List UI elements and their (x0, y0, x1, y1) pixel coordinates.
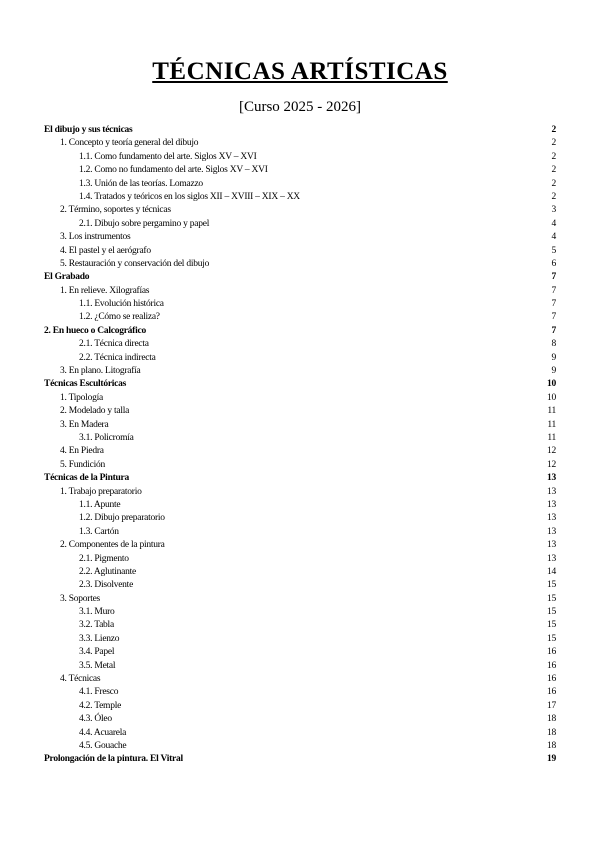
toc-entry[interactable] (44, 753, 556, 766)
toc-entry[interactable] (44, 499, 556, 512)
toc-entry[interactable] (44, 245, 556, 258)
toc-entry-title: 4. En Piedra (60, 446, 104, 457)
toc-entry[interactable] (44, 673, 556, 686)
toc-entry-title: 1. En relieve. Xilografías (60, 285, 150, 296)
toc-entry[interactable] (44, 231, 556, 244)
toc-entry-page: 9 (551, 366, 556, 377)
toc-entry-page: 8 (551, 339, 556, 350)
toc-entry[interactable] (44, 285, 556, 298)
toc-entry[interactable] (44, 311, 556, 324)
toc-entry[interactable] (44, 392, 556, 405)
toc-entry[interactable] (44, 137, 556, 150)
toc-entry-page: 2 (551, 178, 556, 189)
toc-entry-page: 12 (547, 459, 556, 470)
toc-entry[interactable] (44, 553, 556, 566)
toc-entry-title: 4.1. Fresco (79, 687, 119, 698)
toc-entry[interactable] (44, 365, 556, 378)
toc-entry-title: 2.2. Aglutinante (79, 566, 136, 577)
toc-entry[interactable] (44, 633, 556, 646)
toc-entry[interactable] (44, 686, 556, 699)
toc-entry-title: 1.1. Como fundamento del arte. Siglos XV – XVI (79, 151, 257, 162)
toc-entry-title: 3.1. Muro (79, 607, 115, 618)
toc-entry-title: 5. Restauración y conservación del dibujo (60, 258, 210, 269)
toc-entry[interactable] (44, 405, 556, 418)
document-subtitle: [Curso 2025 - 2026] (238, 99, 362, 115)
toc-entry-page: 13 (547, 540, 556, 551)
toc-entry[interactable] (44, 713, 556, 726)
toc-entry-page: 12 (547, 446, 556, 457)
toc-entry[interactable] (44, 472, 556, 485)
toc-entry-title: El dibujo y sus técnicas (44, 125, 133, 135)
toc-entry-title: 1.2. Dibujo preparatorio (79, 513, 165, 524)
toc-entry-page: 15 (547, 607, 556, 618)
toc-entry[interactable] (44, 325, 556, 338)
toc-entry[interactable] (44, 566, 556, 579)
toc-entry[interactable] (44, 352, 556, 365)
toc-entry-title: Prolongación de la pintura. El Vitral (44, 754, 183, 765)
toc-entry-page: 15 (547, 633, 556, 644)
toc-entry-title: 4.2. Temple (79, 700, 122, 711)
toc-entry-title: Técnicas de la Pintura (44, 473, 130, 484)
toc-entry-page: 14 (547, 566, 556, 577)
toc-entry-title: 3.3. Lienzo (79, 633, 120, 644)
toc-entry-page: 17 (547, 700, 556, 711)
toc-entry-page: 13 (547, 526, 556, 537)
toc-entry-page: 11 (547, 432, 556, 443)
toc-entry[interactable] (44, 459, 556, 472)
toc-entry-title: 1.4. Tratados y teóricos en los siglos XII – XVIII – XIX – XX (79, 191, 300, 202)
toc-entry-page: 18 (547, 727, 556, 738)
toc-entry-page: 7 (551, 325, 556, 336)
toc-entry-page: 13 (547, 513, 556, 524)
toc-entry[interactable] (44, 660, 556, 673)
toc-entry-title: El Grabado (44, 272, 90, 283)
toc-entry-page: 16 (547, 674, 556, 685)
toc-entry[interactable] (44, 700, 556, 713)
toc-entry-title: 3.4. Papel (79, 647, 115, 658)
toc-entry-page: 13 (547, 486, 556, 497)
toc-entry-page: 7 (551, 272, 556, 283)
toc-entry[interactable] (44, 338, 556, 351)
toc-entry-title: 2.3. Disolvente (79, 580, 134, 591)
toc-entry-title: 1. Concepto y teoría general del dibujo (60, 138, 199, 149)
toc-entry[interactable] (44, 579, 556, 592)
toc-entry-page: 16 (547, 647, 556, 658)
toc-entry-title: 3.2. Tabla (79, 620, 114, 631)
toc-entry-page: 10 (547, 379, 556, 390)
toc-entry[interactable] (44, 124, 556, 137)
toc-entry[interactable] (44, 646, 556, 659)
toc-entry-page: 15 (547, 620, 556, 631)
table-of-contents (44, 124, 556, 767)
toc-entry-page: 5 (551, 245, 556, 256)
toc-entry-page: 18 (547, 714, 556, 725)
toc-entry-title: 1. Tipología (60, 392, 103, 403)
toc-entry[interactable] (44, 593, 556, 606)
toc-entry[interactable] (44, 191, 556, 204)
toc-entry-page: 11 (547, 419, 556, 430)
toc-entry-title: 2.1. Pigmento (79, 553, 129, 564)
toc-entry-page: 3 (551, 205, 556, 216)
toc-entry[interactable] (44, 445, 556, 458)
toc-entry[interactable] (44, 204, 556, 217)
toc-entry[interactable] (44, 606, 556, 619)
toc-entry-title: 4.5. Gouache (79, 740, 127, 751)
toc-entry-page: 4 (551, 232, 556, 243)
toc-entry-title: 1.1. Apunte (79, 499, 121, 510)
toc-entry-title: 2.2. Técnica indirecta (79, 352, 156, 363)
toc-entry[interactable] (44, 539, 556, 552)
toc-entry[interactable] (44, 727, 556, 740)
toc-entry-title: 2.1. Técnica directa (79, 339, 149, 350)
toc-entry[interactable] (44, 619, 556, 632)
toc-entry-title: 2. Componentes de la pintura (60, 540, 165, 551)
toc-entry-title: 2. En hueco o Calcográfico (44, 325, 146, 336)
toc-entry-title: 3. Los instrumentos (60, 232, 131, 243)
toc-entry-page: 2 (551, 138, 556, 149)
toc-entry[interactable] (44, 271, 556, 284)
toc-entry-page: 2 (551, 191, 556, 202)
toc-entry[interactable] (44, 178, 556, 191)
toc-entry-page: 4 (551, 218, 556, 229)
toc-entry[interactable] (44, 432, 556, 445)
toc-entry-title: 2.1. Dibujo sobre pergamino y papel (79, 218, 210, 229)
toc-entry-page: 10 (547, 392, 556, 403)
toc-entry[interactable] (44, 419, 556, 432)
toc-entry-page: 7 (551, 299, 556, 310)
toc-entry-title: 3.1. Policromía (79, 432, 134, 443)
toc-entry-title: 4.3. Óleo (79, 714, 112, 725)
toc-entry[interactable] (44, 151, 556, 164)
toc-entry[interactable] (44, 526, 556, 539)
toc-entry-title: 4. El pastel y el aerógrafo (60, 245, 151, 256)
toc-entry-page: 13 (547, 553, 556, 564)
toc-entry[interactable] (44, 164, 556, 177)
toc-entry-page: 7 (551, 312, 556, 323)
toc-entry-page: 19 (547, 754, 556, 765)
toc-entry-page: 2 (551, 125, 556, 135)
toc-entry-title: Técnicas Escultóricas (44, 379, 127, 390)
toc-entry-title: 1.3. Cartón (79, 526, 119, 537)
toc-entry[interactable] (44, 258, 556, 271)
toc-entry-title: 3. En Madera (60, 419, 109, 430)
toc-entry-title: 1.2. Como no fundamento del arte. Siglos XV – XVI (79, 165, 268, 176)
toc-entry-page: 2 (551, 165, 556, 176)
toc-entry[interactable] (44, 512, 556, 525)
toc-entry[interactable] (44, 740, 556, 753)
toc-entry-page: 15 (547, 593, 556, 604)
toc-entry-title: 4.4. Acuarela (79, 727, 127, 738)
toc-entry[interactable] (44, 298, 556, 311)
document-title: TÉCNICAS ARTÍSTICAS (152, 58, 448, 85)
toc-entry-page: 16 (547, 687, 556, 698)
toc-entry-title: 1. Trabajo preparatorio (60, 486, 142, 497)
toc-entry-title: 3. En plano. Litografía (60, 366, 141, 377)
toc-entry-title: 1.2. ¿Cómo se realiza? (79, 312, 160, 323)
toc-entry-title: 5. Fundición (60, 459, 106, 470)
toc-entry-page: 11 (547, 406, 556, 417)
toc-entry-page: 2 (551, 151, 556, 162)
toc-entry-title: 2. Término, soportes y técnicas (60, 205, 171, 216)
toc-entry-page: 9 (551, 352, 556, 363)
toc-entry-title: 1.1. Evolución histórica (79, 299, 164, 310)
toc-entry-title: 3.5. Metal (79, 660, 116, 671)
toc-entry-title: 2. Modelado y talla (60, 406, 130, 417)
toc-entry-page: 13 (547, 473, 556, 484)
toc-entry-page: 6 (551, 258, 556, 269)
toc-entry-title: 4. Técnicas (60, 674, 101, 685)
toc-entry-page: 13 (547, 499, 556, 510)
toc-entry-title: 3. Soportes (60, 593, 100, 604)
toc-entry-title: 1.3. Unión de las teorías. Lomazzo (79, 178, 203, 189)
toc-entry-page: 18 (547, 740, 556, 751)
toc-entry[interactable] (44, 486, 556, 499)
toc-entry-page: 16 (547, 660, 556, 671)
toc-entry[interactable] (44, 218, 556, 231)
toc-entry[interactable] (44, 378, 556, 391)
toc-entry-page: 15 (547, 580, 556, 591)
toc-entry-page: 7 (551, 285, 556, 296)
